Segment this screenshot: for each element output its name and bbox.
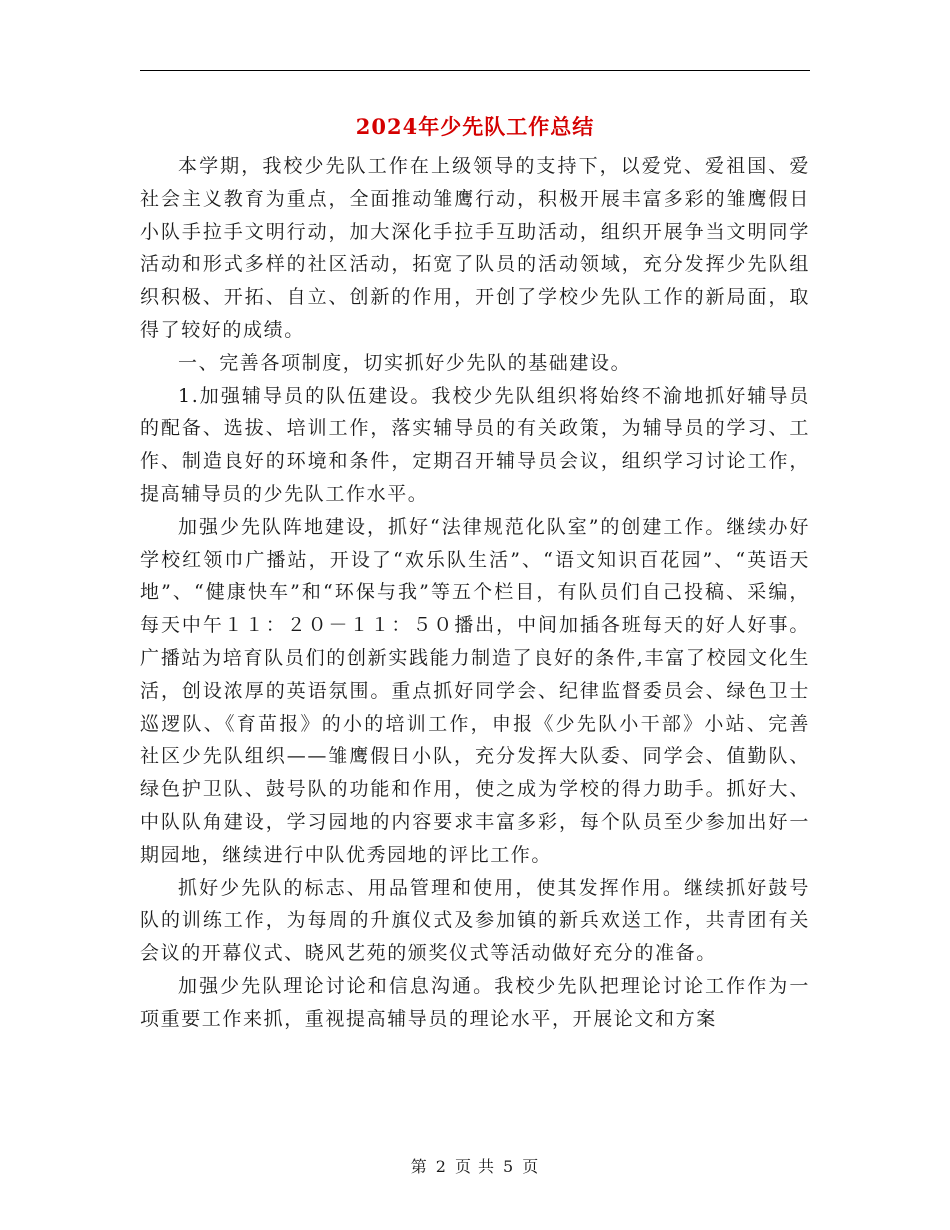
header-rule: [140, 70, 810, 71]
footer-prefix: 第: [410, 1157, 428, 1176]
paragraph-counselor-team: 1.加强辅导员的队伍建设。我校少先队组织将始终不渝地抓好辅导员的配备、选拔、培训工作，落实辅导员的有关政策，为辅导员的学习、工作、制造良好的环境和条件，定期召开辅导员会议，组织学习讨论工作，提高辅导员的少先队工作水平。: [140, 384, 810, 505]
footer-suffix: 页: [522, 1157, 540, 1176]
document-title: 2024年少先队工作总结: [355, 114, 595, 139]
paragraph-symbols-usage: 抓好少先队的标志、用品管理和使用，使其发挥作用。继续抓好鼓号队的训练工作，为每周的升旗仪式及参加镇的新兵欢送工作，共青团有关会议的开幕仪式、晓风艺苑的颁奖仪式等活动做好充分的准备。: [140, 876, 810, 965]
total-pages-number: 5: [503, 1157, 515, 1176]
paragraph-theory-discussion: 加强少先队理论讨论和信息沟通。我校少先队把理论讨论工作作为一项重要工作来抓，重视提高辅导员的理论水平，开展论文和方案: [140, 974, 810, 1030]
page-footer: [0, 1154, 950, 1177]
paragraph-position-building: 加强少先队阵地建设，抓好“法律规范化队室”的创建工作。继续办好学校红领巾广播站，开设了“欢乐队生活”、“语文知识百花园”、“英语天地”、“健康快车”和“环保与我”等五个栏目，有队员们自己投稿、采编，每天中午１１：２０－１１：５０播出，中间加插各班每天的好人好事。广播站为培育队员们的创新实践能力制造了良好的条件,丰富了校园文化生活，创设浓厚的英语氛围。重点抓好同学会、纪律监督委员会、绿色卫士巡逻队、《育苗报》的小的培训工作，申报《少先队小干部》小站、完善社区少先队组织——雏鹰假日小队，充分发挥大队委、同学会、值勤队、绿色护卫队、鼓号队的功能和作用，使之成为学校的得力助手。抓好大、中队队角建设，学习园地的内容要求丰富多彩，每个队员至少参加出好一期园地，继续进行中队优秀园地的评比工作。: [140, 515, 810, 866]
current-page-number: 2: [435, 1157, 447, 1176]
intro-paragraph: 本学期，我校少先队工作在上级领导的支持下，以爱党、爱祖国、爱社会主义教育为重点，全面推动雏鹰行动，积极开展丰富多彩的雏鹰假日小队手拉手文明行动，加大深化手拉手互助活动，组织开展争当文明同学活动和形式多样的社区活动，拓宽了队员的活动领域，充分发挥少先队组织积极、开拓、自立、创新的作用，开创了学校少先队工作的新局面，取得了较好的成绩。: [140, 155, 810, 341]
section-heading-1: 一、完善各项制度，切实抓好少先队的基础建设。: [178, 351, 632, 374]
document-body: [140, 150, 810, 1036]
footer-middle: 页 共: [454, 1157, 496, 1176]
